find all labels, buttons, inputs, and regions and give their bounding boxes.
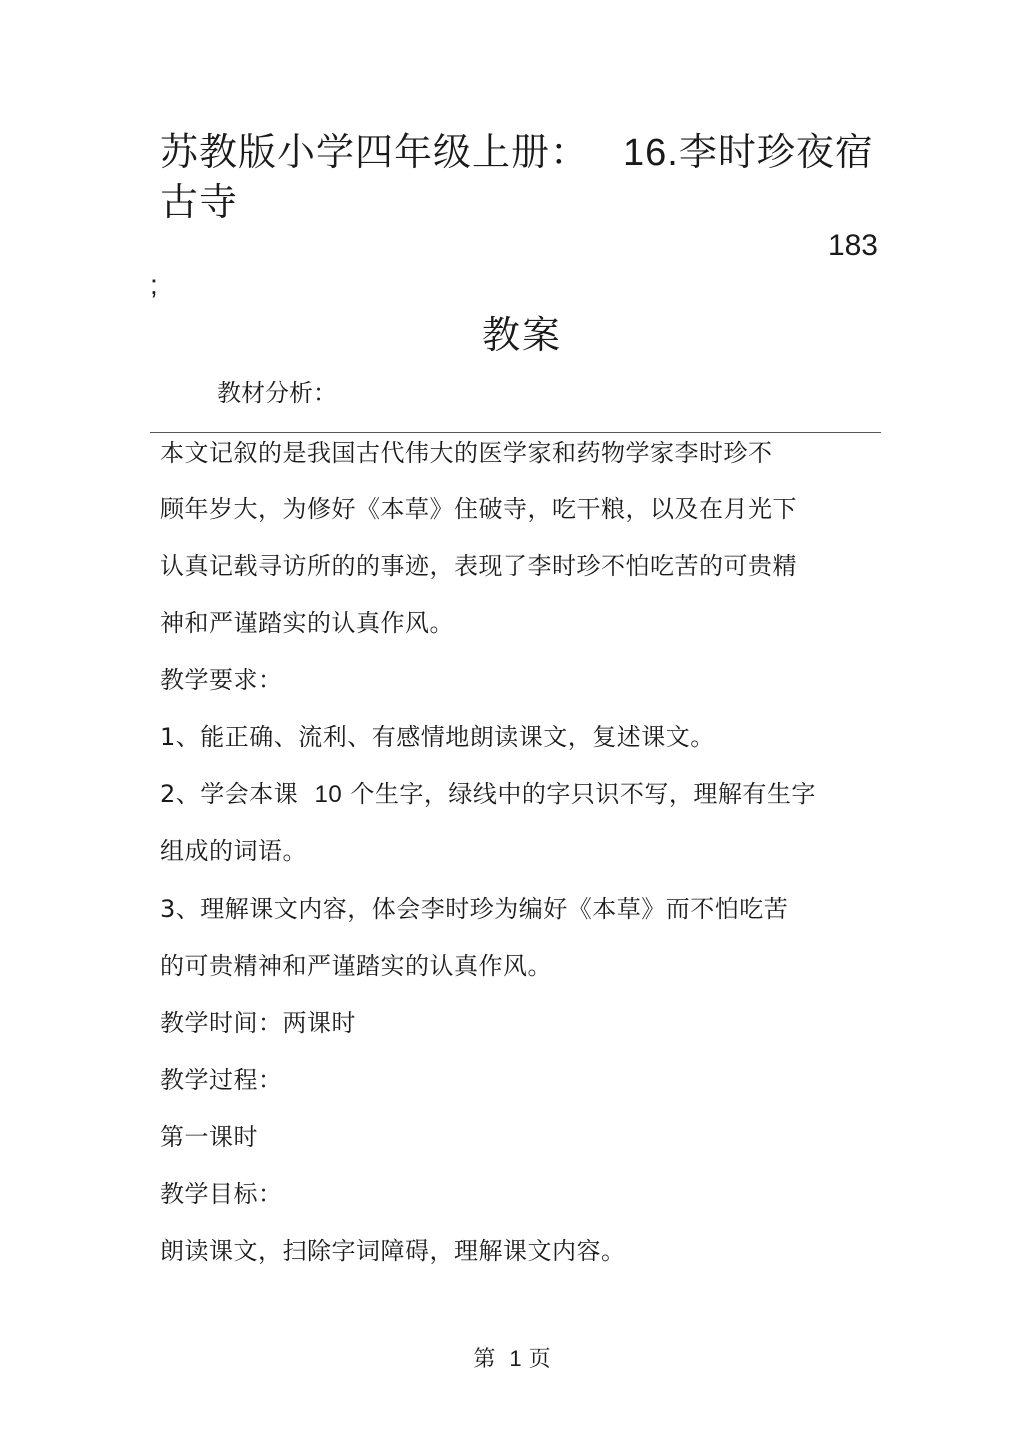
material-line-3: 认真记载寻访所的的事迹，表现了李时珍不怕吃苦的可贵精 xyxy=(160,552,797,580)
material-analysis-label: 教材分析： xyxy=(217,379,337,407)
section-heading: 教案 xyxy=(481,313,562,357)
teaching-process-label: 教学过程： xyxy=(160,1066,283,1094)
page-footer xyxy=(0,1344,1024,1375)
requirement-2-rest: 个生字，绿线中的字只识不写，理解有生字 xyxy=(350,780,816,808)
requirement-2-start: 2、学会本课 xyxy=(160,780,299,808)
requirement-2-line2: 组成的词语。 xyxy=(160,837,307,865)
teaching-goal-text: 朗读课文，扫除字词障碍，理解课文内容。 xyxy=(160,1237,626,1265)
title-lesson-number: 16. xyxy=(623,132,679,174)
teaching-goal-label: 教学目标： xyxy=(160,1180,283,1208)
horizontal-divider xyxy=(150,432,881,433)
footer-prefix: 第 xyxy=(473,1347,496,1372)
title-lesson-name: 李时珍夜宿 xyxy=(678,130,874,174)
requirements-label: 教学要求： xyxy=(160,666,283,694)
teaching-time: 教学时间：两课时 xyxy=(160,1009,356,1037)
semicolon-mark: ; xyxy=(150,269,158,300)
material-line-1: 本文记叙的是我国古代伟大的医学家和药物学家李时珍不 xyxy=(160,439,773,467)
requirement-1: 1、能正确、流利、有感情地朗读课文，复述课文。 xyxy=(160,723,715,751)
document-title-line1 xyxy=(160,130,874,175)
footer-suffix: 页 xyxy=(528,1347,551,1372)
material-line-2: 顾年岁大，为修好《本草》住破寺，吃干粮，以及在月光下 xyxy=(160,495,797,523)
title-prefix: 苏教版小学四年级上册： xyxy=(160,130,590,174)
page-reference-number: 183 xyxy=(827,229,878,262)
footer-page-number: 1 xyxy=(509,1346,522,1371)
requirement-3-line1: 3、理解课文内容，体会李时珍为编好《本草》而不怕吃苦 xyxy=(160,895,789,923)
requirement-2-line1 xyxy=(160,777,816,812)
material-line-4: 神和严谨踏实的认真作风。 xyxy=(160,609,454,637)
requirement-3-line2: 的可贵精神和严谨踏实的认真作风。 xyxy=(160,952,552,980)
first-lesson-label: 第一课时 xyxy=(160,1123,258,1151)
requirement-2-count: 10 xyxy=(314,781,343,808)
document-title-line2: 古寺 xyxy=(160,180,239,224)
